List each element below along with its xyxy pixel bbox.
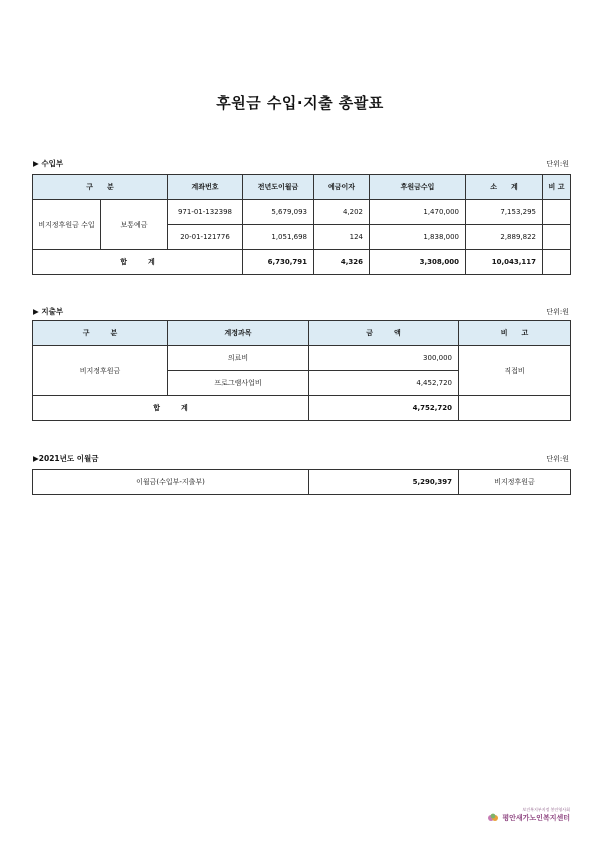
flower-logo-icon — [487, 809, 499, 821]
income-header-subtotal: 소 계 — [466, 175, 543, 200]
expense-total-row — [33, 396, 571, 421]
income-header-account: 계좌번호 — [168, 175, 243, 200]
interest-value: 124 — [314, 225, 370, 250]
account-number: 20-01-121776 — [168, 225, 243, 250]
income-unit-label: 단위:원 — [546, 160, 569, 168]
expense-section-label: ▶ 지출부 — [33, 307, 64, 316]
expense-total-label: 합 계 — [33, 396, 309, 421]
logo-subtitle: 보건복지부지정 봉안영사회 — [522, 807, 570, 812]
interest-value: 4,202 — [314, 200, 370, 225]
carryover-value: 5,679,093 — [243, 200, 314, 225]
expense-table — [32, 320, 571, 421]
expense-unit-label: 단위:원 — [546, 308, 569, 316]
income-total-donation: 3,308,000 — [370, 250, 466, 275]
expense-item: 프로그램사업비 — [168, 371, 309, 396]
income-total-subtotal: 10,043,117 — [466, 250, 543, 275]
expense-amount: 4,452,720 — [309, 371, 459, 396]
table-row — [33, 470, 571, 495]
income-header-carryover: 전년도이월금 — [243, 175, 314, 200]
income-header-note: 비 고 — [543, 175, 571, 200]
expense-category: 비지정후원금 — [33, 346, 168, 396]
carry-note: 비지정후원금 — [459, 470, 571, 495]
income-header-donation: 후원금수입 — [370, 175, 466, 200]
carry-unit-label: 단위:원 — [546, 455, 569, 463]
table-row — [33, 346, 571, 371]
income-header-category: 구 분 — [33, 175, 168, 200]
income-table — [32, 174, 571, 275]
donation-value: 1,838,000 — [370, 225, 466, 250]
carryover-value: 1,051,698 — [243, 225, 314, 250]
income-section-label: ▶ 수입부 — [33, 159, 64, 168]
note-cell — [543, 200, 571, 225]
income-header-row — [33, 175, 571, 200]
organization-logo — [487, 807, 570, 823]
page-title: 후원금 수입·지출 총괄표 — [216, 94, 384, 112]
income-subcategory: 보통예금 — [101, 200, 168, 250]
note-cell — [543, 225, 571, 250]
income-header-interest: 예금이자 — [314, 175, 370, 200]
income-total-row — [33, 250, 571, 275]
expense-header-note: 비 고 — [459, 321, 571, 346]
expense-header-amount: 금 액 — [309, 321, 459, 346]
expense-note: 직접비 — [459, 346, 571, 396]
carry-row-label: 이월금(수입부-지출부) — [33, 470, 309, 495]
subtotal-value: 2,889,822 — [466, 225, 543, 250]
donation-value: 1,470,000 — [370, 200, 466, 225]
income-total-label: 합 계 — [33, 250, 243, 275]
subtotal-value: 7,153,295 — [466, 200, 543, 225]
expense-total-amount: 4,752,720 — [309, 396, 459, 421]
table-row — [33, 200, 571, 225]
income-category: 비지정후원금 수입 — [33, 200, 101, 250]
carry-section-label: ▶2021년도 이월금 — [33, 454, 99, 463]
expense-item: 의료비 — [168, 346, 309, 371]
expense-header-row — [33, 321, 571, 346]
income-total-note — [543, 250, 571, 275]
expense-total-note — [459, 396, 571, 421]
carry-table — [32, 469, 571, 495]
logo-name: 평안새가노인복지센터 — [502, 814, 570, 822]
income-total-carryover: 6,730,791 — [243, 250, 314, 275]
expense-header-item: 계정과목 — [168, 321, 309, 346]
expense-header-category: 구 분 — [33, 321, 168, 346]
expense-amount: 300,000 — [309, 346, 459, 371]
carry-amount: 5,290,397 — [309, 470, 459, 495]
account-number: 971-01-132398 — [168, 200, 243, 225]
income-total-interest: 4,326 — [314, 250, 370, 275]
